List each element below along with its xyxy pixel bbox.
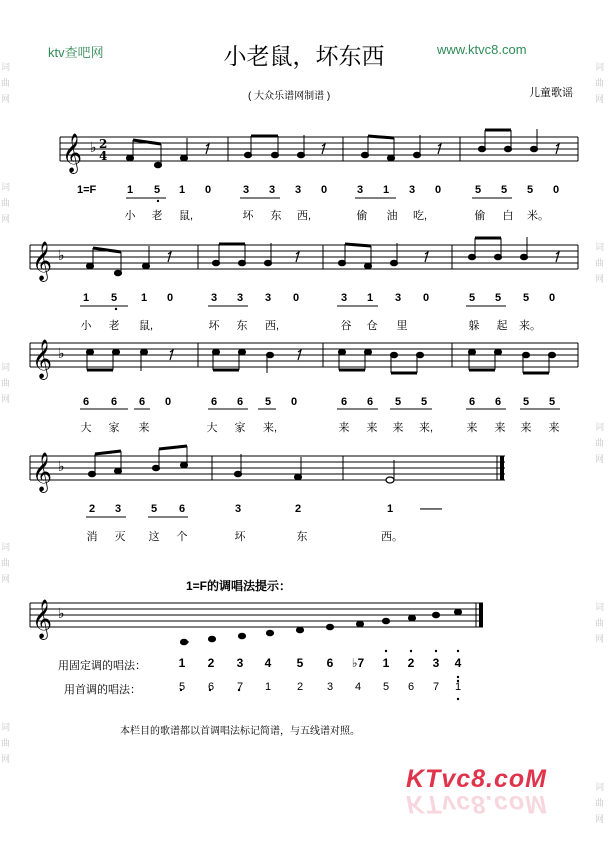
solfege-number: 6 [207, 681, 215, 693]
lyric: 来, [262, 422, 278, 434]
lyric: 西。 [381, 531, 403, 543]
solfege-number: 1 [454, 681, 462, 693]
fixed-do-label: 用固定调的唱法： [58, 660, 146, 672]
watermark-char: 曲 [595, 438, 605, 448]
jianpu-note: 5 [110, 292, 118, 304]
notes-row-2 [86, 237, 527, 276]
solfege-number: 5 [382, 681, 390, 693]
watermark-char: 词 [595, 62, 605, 72]
jianpu-note: 1 [386, 503, 394, 515]
site-url: www.ktvc8.com [437, 42, 527, 57]
lyric: 灭 [114, 531, 126, 543]
jianpu-note: 3 [114, 503, 122, 515]
solfege-number: 4 [264, 656, 272, 670]
jianpu-note: 0 [290, 396, 298, 408]
lyric: 大 [206, 422, 218, 434]
lyric: 西, [264, 320, 280, 332]
solfege-number: 4 [454, 656, 462, 670]
solfege-number: 5 [296, 656, 304, 670]
jianpu-note: 3 [234, 503, 242, 515]
watermark-char: 词 [1, 722, 11, 732]
jianpu-note: 0 [204, 184, 212, 196]
jianpu-note: 1 [178, 184, 186, 196]
jianpu-note: 0 [552, 184, 560, 196]
song-style: 儿童歌谣 [529, 87, 573, 99]
treble-clef-icon: 𝄞 [32, 599, 53, 639]
jianpu-note: 6 [340, 396, 348, 408]
watermark-char: 网 [595, 814, 605, 824]
lyric: 家 [108, 422, 120, 434]
jianpu-note: 5 [522, 396, 530, 408]
watermark-char: 词 [595, 602, 605, 612]
lyric: 坏 [242, 210, 254, 222]
lyric: 来 [366, 422, 378, 434]
jianpu-note: 0 [422, 292, 430, 304]
jianpu-note: 3 [356, 184, 364, 196]
solfege-number: 2 [296, 681, 304, 693]
solfege-number: 7 [432, 681, 440, 693]
treble-clef-icon: 𝄞 [32, 241, 53, 281]
watermark-char: 词 [595, 782, 605, 792]
lyric: 来 [466, 422, 478, 434]
watermark-char: 曲 [1, 78, 11, 88]
jianpu-note: 1 [140, 292, 148, 304]
jianpu-note: 0 [166, 292, 174, 304]
lyric: 来 [548, 422, 560, 434]
watermark-char: 网 [1, 394, 11, 404]
jianpu-note: 3 [264, 292, 272, 304]
solfege-number: 3 [326, 681, 334, 693]
solfege-number: ♭7 [351, 656, 365, 670]
solfege-number: 1 [264, 681, 272, 693]
watermark-char: 词 [1, 542, 11, 552]
jianpu-note: 1 [126, 184, 134, 196]
staff-line-group [30, 343, 578, 367]
treble-clef-icon: 𝄞 [32, 452, 53, 492]
watermark-char: 网 [1, 214, 11, 224]
watermark-char: 网 [595, 634, 605, 644]
time-signature-top: 2 [99, 137, 108, 151]
lyric: 起 [496, 320, 508, 332]
lyric: 仓 [366, 320, 378, 332]
flat-icon: ♭ [58, 459, 65, 475]
jianpu-note: 5 [153, 184, 161, 196]
jianpu-note: 3 [210, 292, 218, 304]
lyric: 东 [296, 531, 308, 543]
lyric: 谷 [340, 320, 352, 332]
watermark-char: 网 [1, 574, 11, 584]
site-name-left: ktv查吧网 [48, 45, 104, 60]
movable-do-label: 用首调的唱法： [64, 684, 141, 696]
jianpu-note: 3 [236, 292, 244, 304]
flat-icon: ♭ [58, 346, 65, 362]
lyric: 这 [148, 531, 160, 543]
watermark-char: 曲 [595, 258, 605, 268]
lyric: 老 [108, 320, 120, 332]
jianpu-note: 3 [394, 292, 402, 304]
lyric: 里 [396, 320, 408, 332]
staff-line-group [30, 456, 505, 480]
solfege-number: 2 [207, 656, 215, 670]
jianpu-note: 5 [526, 184, 534, 196]
watermark-char: 词 [595, 242, 605, 252]
watermark-char: 词 [1, 362, 11, 372]
watermark-char: 曲 [1, 558, 11, 568]
lyric: 鼠, [178, 210, 194, 222]
jianpu-note: 2 [88, 503, 96, 515]
jianpu-note: 5 [474, 184, 482, 196]
jianpu-note: 5 [468, 292, 476, 304]
solfege-number: 7 [236, 681, 244, 693]
solfege-number: 3 [432, 656, 440, 670]
watermark-char: 网 [595, 274, 605, 284]
lyric: 来 [392, 422, 404, 434]
lyric: 小 [80, 320, 92, 332]
staff-line-group [30, 603, 483, 627]
solfege-number: 6 [407, 681, 415, 693]
jianpu-note: 5 [264, 396, 272, 408]
jianpu-note: 6 [236, 396, 244, 408]
jianpu-underlines [80, 198, 560, 517]
watermark-char: 词 [595, 422, 605, 432]
solfege-number: 6 [326, 656, 334, 670]
watermark-char: 曲 [595, 78, 605, 88]
lyric: 坏 [208, 320, 220, 332]
lyric: 小 [124, 210, 136, 222]
flat-icon: ♭ [58, 606, 65, 622]
notes-row-1 [126, 129, 537, 168]
jianpu-note: 6 [468, 396, 476, 408]
lyric: 来 [520, 422, 532, 434]
site-logo-reflection: KTvc8.coM [406, 790, 547, 818]
score-credit: ( 大众乐谱网制谱 ) [248, 91, 331, 102]
footnote: 本栏目的歌谱都以首调唱法标记简谱，与五线谱对照。 [120, 726, 360, 737]
jianpu-sustain: —— [420, 503, 442, 515]
treble-clef-icon: 𝄞 [32, 339, 53, 379]
watermark-char: 曲 [1, 378, 11, 388]
key-signature: 1=F [77, 184, 97, 196]
jianpu-note: 1 [82, 292, 90, 304]
song-title: 小老鼠，坏东西 [223, 44, 385, 70]
jianpu-note: 6 [138, 396, 146, 408]
watermark-char: 网 [595, 94, 605, 104]
jianpu-note: 6 [210, 396, 218, 408]
lyric: 吃, [412, 210, 428, 222]
jianpu-note: 5 [500, 184, 508, 196]
jianpu-note: 3 [340, 292, 348, 304]
lyric: 东 [270, 210, 282, 222]
octave-dots [115, 200, 459, 700]
lyric: 偷 [356, 210, 368, 222]
flat-icon: ♭ [58, 248, 65, 264]
jianpu-note: 3 [408, 184, 416, 196]
watermark-char: 词 [1, 62, 11, 72]
time-signature-bottom: 4 [99, 149, 108, 163]
jianpu-note: 1 [382, 184, 390, 196]
tips-title: 1=F的调唱法提示： [186, 579, 292, 593]
lyric: 坏 [234, 531, 246, 543]
notes-row-4 [88, 446, 394, 483]
jianpu-note: 6 [82, 396, 90, 408]
solfege-number: 3 [236, 656, 244, 670]
lyric: 个 [176, 531, 188, 543]
jianpu-note: 0 [292, 292, 300, 304]
solfege-number: 2 [407, 656, 415, 670]
lyric: 米。 [527, 210, 549, 222]
jianpu-note: 3 [268, 184, 276, 196]
lyric: 油 [386, 210, 398, 222]
jianpu-note: 1 [366, 292, 374, 304]
lyric: 东 [236, 320, 248, 332]
site-logo: KTvc8.coM [406, 765, 547, 793]
watermark-char: 网 [1, 94, 11, 104]
jianpu-note: 5 [522, 292, 530, 304]
jianpu-note: 5 [394, 396, 402, 408]
lyric: 大 [80, 422, 92, 434]
solfege-number: 5 [178, 681, 186, 693]
jianpu-note: 6 [494, 396, 502, 408]
watermark-char: 词 [1, 182, 11, 192]
jianpu-note: 2 [294, 503, 302, 515]
lyric: 消 [86, 531, 98, 543]
solfege-number: 4 [354, 681, 362, 693]
lyric: 家 [234, 422, 246, 434]
lyric: 来 [338, 422, 350, 434]
jianpu-note: 6 [366, 396, 374, 408]
jianpu-note: 5 [494, 292, 502, 304]
watermark-char: 网 [595, 454, 605, 464]
lyric: 老 [151, 210, 163, 222]
lyric: 西, [296, 210, 312, 222]
jianpu-note: 5 [150, 503, 158, 515]
jianpu-note: 3 [242, 184, 250, 196]
watermark-char: 曲 [1, 198, 11, 208]
lyric: 来, [418, 422, 434, 434]
lyric: 躲 [468, 320, 480, 332]
lyric: 来。 [519, 320, 541, 332]
lyric: 白 [502, 210, 514, 222]
watermark-char: 网 [1, 754, 11, 764]
jianpu-note: 0 [434, 184, 442, 196]
jianpu-note: 6 [110, 396, 118, 408]
watermark-char: 曲 [595, 618, 605, 628]
solfege-number: 1 [382, 656, 390, 670]
jianpu-note: 0 [548, 292, 556, 304]
jianpu-note: 5 [548, 396, 556, 408]
jianpu-note: 0 [320, 184, 328, 196]
watermark-char: 曲 [595, 798, 605, 808]
solfege-number: 1 [178, 656, 186, 670]
jianpu-note: 3 [294, 184, 302, 196]
flat-icon: ♭ [90, 140, 97, 156]
lyric: 偷 [474, 210, 486, 222]
lyric: 来 [494, 422, 506, 434]
jianpu-note: 6 [178, 503, 186, 515]
jianpu-note: 0 [164, 396, 172, 408]
lyric: 来 [138, 422, 150, 434]
watermark-char: 曲 [1, 738, 11, 748]
lyric: 鼠, [138, 320, 154, 332]
jianpu-note: 5 [420, 396, 428, 408]
treble-clef-icon: 𝄞 [62, 133, 83, 173]
